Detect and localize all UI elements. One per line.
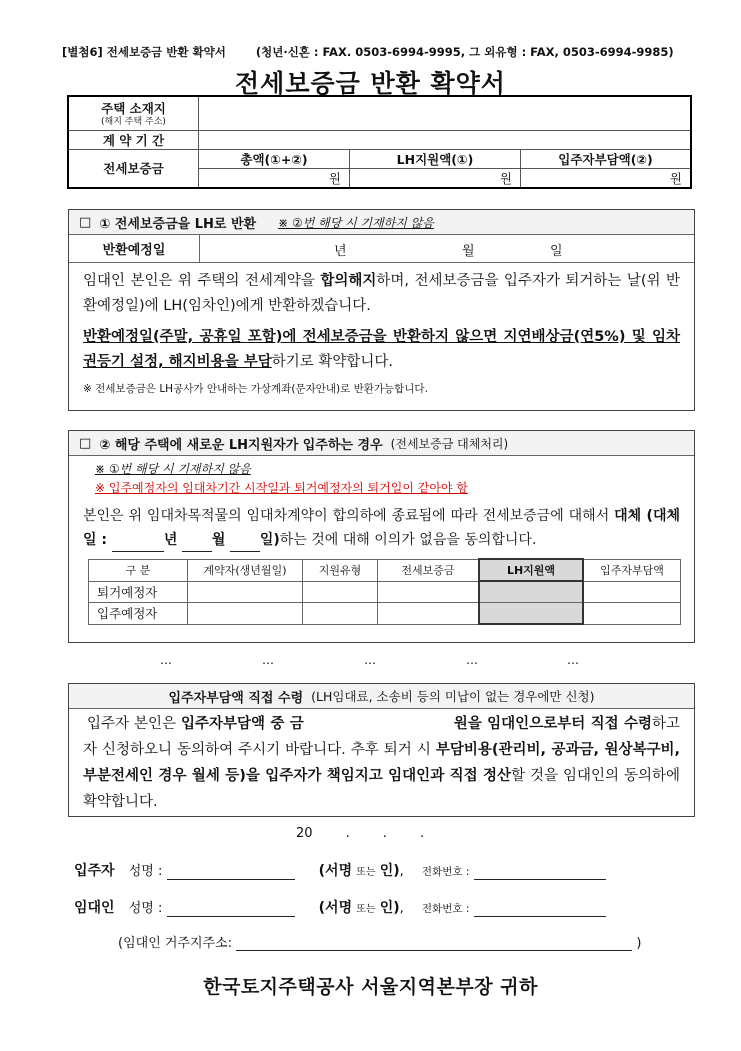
- contract-info-table: [67, 95, 692, 189]
- row-incoming-tenant: 입주예정자: [89, 603, 188, 625]
- section2-checkbox[interactable]: □: [79, 435, 92, 451]
- landlord-role: 임대인: [74, 900, 115, 916]
- form-number: [별첨6] 전세보증금 반환 확약서: [62, 45, 226, 59]
- substitute-year-field[interactable]: [112, 551, 164, 552]
- header-line: [62, 44, 674, 60]
- section1-paragraph2: 반환예정일(주말, 공휴일 포함)에 전세보증금을 반환하지 않으면 지연배상금(연5%) 및 임차권등기 설정, 해지비용을 부담하기로 확약합니다.: [83, 329, 680, 370]
- return-date-label: 반환예정일: [69, 235, 200, 262]
- tenant-name-field[interactable]: [167, 865, 295, 880]
- section1-title: ① 전세보증금을 LH로 반환: [99, 216, 257, 232]
- landlord-seal-label: 인): [379, 900, 400, 916]
- tenant-phone-label: 전화번호 :: [421, 866, 470, 878]
- landlord-name-label: 성명 :: [128, 901, 163, 916]
- return-year: 년: [334, 244, 347, 259]
- cell-input[interactable]: [303, 581, 378, 603]
- section3-title: 입주자부담액 직접 수령: [168, 690, 304, 706]
- tenant-seal-label: 인): [379, 863, 400, 879]
- col-lh-support: LH지원액: [479, 559, 583, 581]
- substitute-day-field[interactable]: [230, 551, 260, 552]
- tenant-role: 입주자: [74, 863, 115, 879]
- section2-note2: ※ 입주예정자의 임대차기간 시작일과 퇴거예정자의 퇴거일이 같아야 함: [95, 481, 468, 495]
- section1-paragraph1: 임대인 본인은 위 주택의 전세계약을 합의해지하며, 전세보증금을 입주자가 퇴거하는 날(위 반환예정일)에 LH(임차인)에게 반환하겠습니다.: [83, 273, 680, 314]
- section-new-lh-tenant: [68, 430, 695, 643]
- ellipsis-1: …: [160, 653, 172, 667]
- landlord-address-field[interactable]: [236, 936, 632, 951]
- address-sublabel: (해지 주택 주소): [101, 117, 166, 128]
- cell-input[interactable]: [583, 581, 681, 603]
- tenant-amount-field[interactable]: 원: [521, 168, 692, 188]
- section2-heading: [69, 431, 694, 456]
- return-date-field[interactable]: [200, 235, 694, 262]
- lh-amount-field[interactable]: 원: [350, 168, 521, 188]
- address-field[interactable]: [199, 96, 692, 130]
- total-amount-field[interactable]: 원: [199, 168, 350, 188]
- ellipsis-5: …: [567, 653, 579, 667]
- address-label: 주택 소재지: [101, 101, 166, 117]
- landlord-phone-label: 전화번호 :: [421, 903, 470, 915]
- recipient-footer: 한국토지주택공사 서울지역본부장 귀하: [203, 976, 538, 998]
- landlord-address-label: (임대인 거주지주소:: [118, 936, 233, 951]
- cell-input[interactable]: [583, 603, 681, 625]
- section1-footnote: ※ 전세보증금은 LH공사가 안내하는 가상계좌(문자안내)로 반환가능합니다.: [83, 383, 428, 395]
- return-date-row: [69, 235, 694, 263]
- cell-input[interactable]: [479, 603, 583, 625]
- total-header: 총액(①+②): [199, 149, 350, 168]
- ellipsis-4: …: [466, 653, 478, 667]
- landlord-sign-label: (서명: [318, 900, 353, 916]
- tenant-sign-or: 또는: [356, 867, 376, 878]
- section2-subtitle: (전세보증금 대체처리): [390, 436, 509, 451]
- ellipsis-3: …: [364, 653, 376, 667]
- tenant-name-label: 성명 :: [128, 864, 163, 879]
- col-support-type: 지원유형: [303, 559, 378, 581]
- cell-input[interactable]: [479, 581, 583, 603]
- cell-input[interactable]: [188, 581, 303, 603]
- sign-date: 20 . . .: [296, 826, 425, 841]
- section2-note1: ※ ①번 해당 시 기재하지 않음: [95, 462, 251, 476]
- section-return-to-lh: [68, 209, 695, 411]
- section-direct-receipt: [68, 683, 695, 817]
- table-row: [89, 581, 681, 603]
- section1-note: ※ ②번 해당 시 기재하지 않음: [278, 215, 434, 230]
- lh-support-header: LH지원액(①): [350, 149, 521, 168]
- cell-input[interactable]: [378, 581, 480, 603]
- ellipsis-2: …: [262, 653, 274, 667]
- address-label-cell: [68, 96, 199, 130]
- landlord-signature-row: 임대인 성명 : (서명 또는 인), 전화번호 :: [74, 897, 674, 917]
- return-day: 일: [550, 244, 563, 259]
- section3-paragraph: 입주자 본인은 입주자부담액 중 금 원을 임대인으로부터 직접 수령하고자 신청하오니 동의하여 주시기 바랍니다. 추후 퇴거 시 부담비용(관리비, 공과금, 원상복구비, 부분전세인 경우 월세 등)을 입주자가 책임지고 임대인과 직접 정산할 것을 임대인의 동의하에 확약합니다.: [83, 716, 681, 810]
- section2-title: ② 해당 주택에 새로운 LH지원자가 입주하는 경우: [99, 437, 383, 453]
- section1-checkbox[interactable]: □: [79, 214, 92, 230]
- period-label: 계 약 기 간: [68, 130, 199, 149]
- tenant-signature-row: 입주자 성명 : (서명 또는 인), 전화번호 :: [74, 860, 674, 880]
- section3-heading: [69, 684, 694, 709]
- row-leaving-tenant: 퇴거예정자: [89, 581, 188, 603]
- period-field[interactable]: [199, 130, 692, 149]
- cell-input[interactable]: [188, 603, 303, 625]
- tenant-phone-field[interactable]: [474, 865, 606, 880]
- return-month: 월: [462, 244, 475, 259]
- col-deposit: 전세보증금: [378, 559, 480, 581]
- fax-info: (청년·신혼 : FAX. 0503-6994-9995, 그 외유형 : FAX, 0503-6994-9985): [255, 45, 674, 59]
- landlord-address-row: (임대인 거주지주소: ): [118, 936, 642, 951]
- col-tenant-share: 입주자부담액: [583, 559, 681, 581]
- col-contractor: 계약자(생년월일): [188, 559, 303, 581]
- document-title: 전세보증금 반환 확약서: [235, 69, 506, 98]
- section2-paragraph: 본인은 위 임대차목적물의 임대차계약이 합의하에 종료됨에 따라 전세보증금에 대해서 대체 (대체일 : 년 월 일)하는 것에 대해 이의가 없음을 동의합니다.: [69, 496, 694, 552]
- table-row: [89, 603, 681, 625]
- landlord-phone-field[interactable]: [474, 902, 606, 917]
- tenant-change-table: [88, 558, 681, 625]
- landlord-sign-or: 또는: [356, 904, 376, 915]
- section1-heading: [69, 210, 694, 235]
- cell-input[interactable]: [303, 603, 378, 625]
- tenant-share-header: 입주자부담액(②): [521, 149, 692, 168]
- landlord-name-field[interactable]: [167, 902, 295, 917]
- cell-input[interactable]: [378, 603, 480, 625]
- col-category: 구 분: [89, 559, 188, 581]
- substitute-month-field[interactable]: [182, 551, 212, 552]
- section3-subtitle: (LH임대료, 소송비 등의 미납이 없는 경우에만 신청): [311, 689, 595, 704]
- deposit-label: 전세보증금: [68, 149, 199, 188]
- tenant-sign-label: (서명: [318, 863, 353, 879]
